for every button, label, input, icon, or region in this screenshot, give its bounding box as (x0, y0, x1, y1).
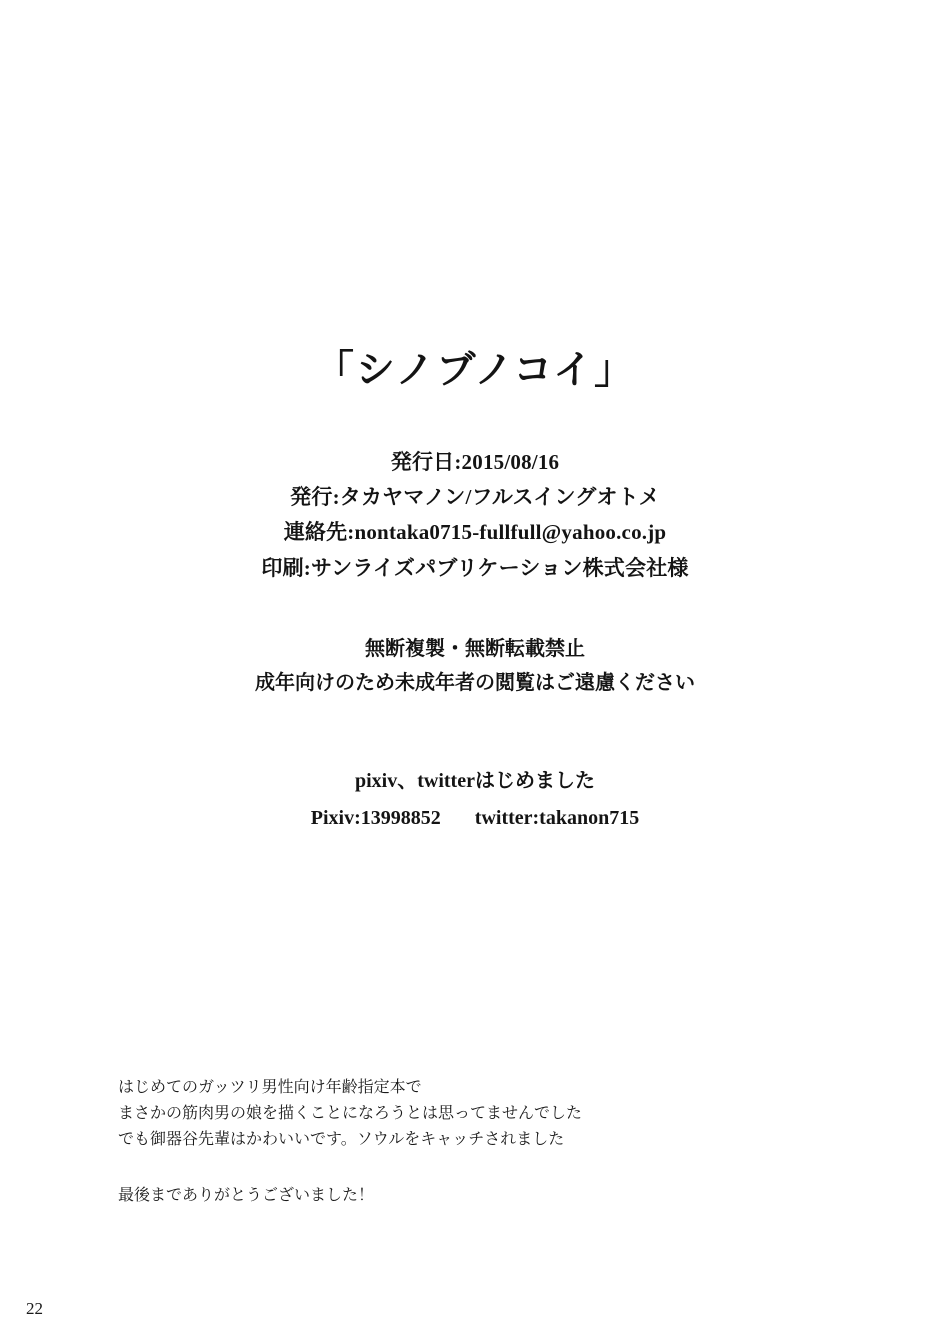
afterword-thanks: 最後までありがとうございました！ (118, 1186, 375, 1204)
page-number: 22 (26, 1299, 43, 1318)
credits-block (0, 445, 950, 586)
credit-contact-email: 連絡先:nontaka0715-fullfull@yahoo.co.jp (283, 520, 667, 545)
social-block (0, 763, 950, 837)
afterword-block (118, 1075, 818, 1209)
notice-adults-only: 成年向けのため未成年者の閲覧はご遠慮ください (255, 672, 695, 695)
social-accounts (0, 800, 950, 837)
social-heading: pixiv、twitterはじめました (355, 769, 595, 792)
colophon-block (0, 350, 950, 837)
page-title: 「シノブノコイ」 (314, 349, 636, 392)
copyright-notice-block (0, 632, 950, 701)
pixiv-account: Pixiv:13998852 (310, 806, 441, 829)
credit-printer: 印刷:サンライズパブリケーション株式会社様 (261, 555, 689, 580)
twitter-account: twitter:takanon715 (474, 806, 640, 829)
afterword-line-1: はじめてのガッツリ男性向け年齢指定本で (118, 1079, 422, 1096)
credit-publisher: 発行:タカヤマノン/フルスイングオトメ (290, 485, 660, 510)
notice-no-reproduction: 無断複製・無断転載禁止 (365, 637, 585, 660)
afterword-line-2: まさかの筋肉男の娘を描くことになろうとは思ってませんでした (118, 1104, 583, 1122)
afterword-line-3: でも御器谷先輩はかわいいです。ソウルをキャッチされました (118, 1130, 565, 1148)
credit-publication-date: 発行日:2015/08/16 (390, 449, 560, 474)
